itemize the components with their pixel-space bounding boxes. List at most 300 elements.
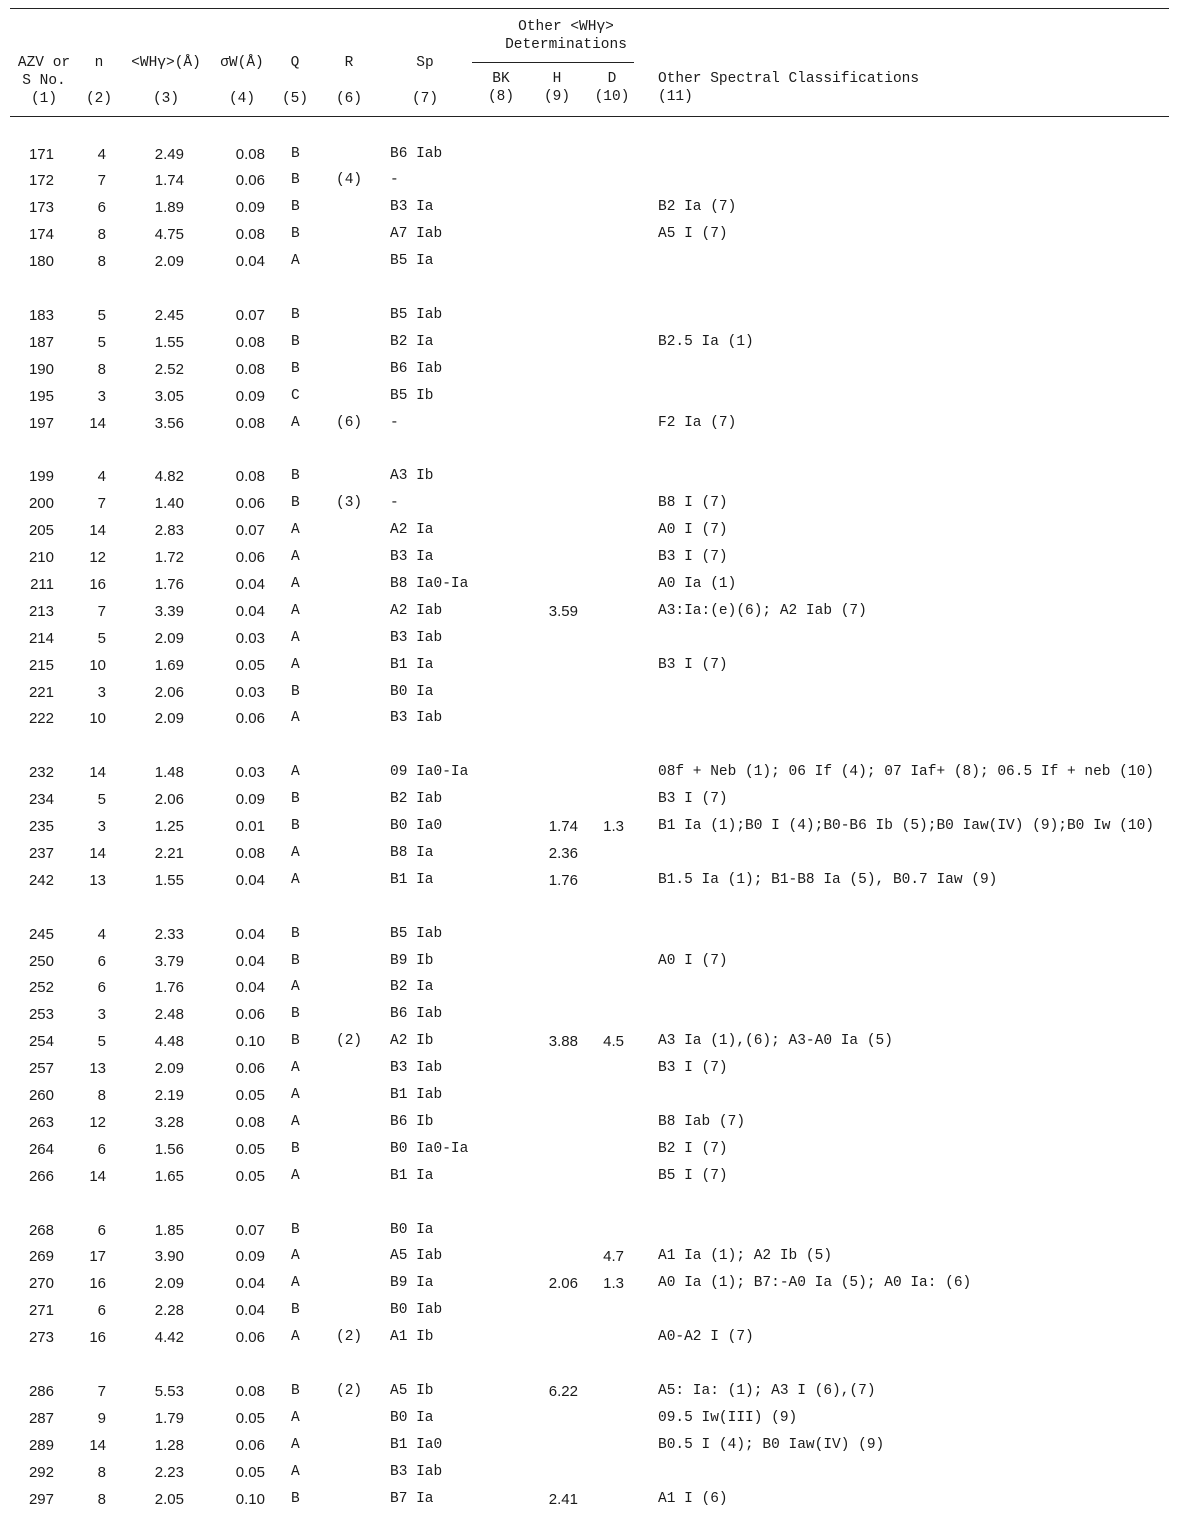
- cell-n: 6: [97, 199, 106, 217]
- cell-azv-number: 289: [28, 1436, 54, 1454]
- table-row: [0, 248, 1181, 275]
- header-bk: BK (8): [487, 71, 515, 105]
- cell-quality: A: [291, 1248, 300, 1265]
- cell-n: 5: [97, 306, 106, 324]
- cell-sigma-w: 0.08: [235, 1113, 265, 1131]
- cell-n: 6: [97, 979, 106, 997]
- cell-other-classifications: A1 I (6): [658, 1490, 728, 1507]
- cell-n: 4: [97, 145, 106, 163]
- cell-other-classifications: A0 Ia (1): [658, 575, 737, 592]
- cell-quality: A: [291, 629, 300, 646]
- cell-azv-number: 235: [28, 818, 54, 835]
- table-row: [0, 141, 1181, 168]
- table-row: [0, 1459, 1181, 1486]
- cell-sigma-w: 0.06: [235, 1436, 265, 1454]
- cell-n: 10: [89, 656, 106, 674]
- cell-n: 17: [89, 1248, 106, 1266]
- cell-mean-width: 2.09: [154, 629, 184, 647]
- cell-n: 6: [97, 1221, 106, 1239]
- cell-spectral-type: B3 Iab: [390, 629, 443, 646]
- cell-azv-number: 266: [28, 1167, 54, 1185]
- cell-spectral-type: -: [390, 495, 399, 512]
- cell-spectral-type: B2 Iab: [390, 791, 443, 808]
- cell-n: 16: [89, 1275, 106, 1293]
- cell-n: 7: [97, 1382, 106, 1400]
- cell-azv-number: 257: [28, 1060, 54, 1078]
- table-row: [0, 463, 1181, 490]
- cell-sigma-w: 0.08: [235, 360, 265, 378]
- cell-spectral-type: B0 Ia: [390, 683, 434, 700]
- table-row: [0, 1136, 1181, 1163]
- cell-spectral-type: B6 Iab: [390, 1006, 443, 1023]
- cell-quality: A: [291, 1275, 300, 1292]
- table-row: [0, 1243, 1181, 1270]
- cell-mean-width: 2.21: [154, 844, 184, 862]
- header-n: n (2): [85, 55, 113, 107]
- cell-mean-width: 2.09: [154, 710, 184, 728]
- cell-sigma-w: 0.05: [235, 656, 265, 674]
- cell-sigma-w: 0.08: [235, 414, 265, 432]
- cell-mean-width: 2.09: [154, 253, 184, 271]
- cell-azv-number: 174: [28, 226, 54, 244]
- cell-azv-number: 187: [28, 333, 54, 351]
- table-row: [0, 167, 1181, 194]
- cell-azv-number: 263: [28, 1113, 54, 1131]
- cell-sigma-w: 0.04: [235, 925, 265, 943]
- cell-azv-number: 215: [28, 656, 54, 674]
- cell-quality: B: [291, 791, 300, 808]
- cell-n: 8: [97, 1463, 106, 1481]
- cell-spectral-type: A2 Ib: [390, 1033, 434, 1050]
- cell-sigma-w: 0.04: [235, 979, 265, 997]
- cell-other-classifications: A0 I (7): [658, 952, 728, 969]
- cell-azv-number: 222: [28, 710, 54, 728]
- cell-mean-width: 1.72: [154, 549, 184, 566]
- cell-sigma-w: 0.06: [235, 1060, 265, 1078]
- cell-mean-width: 1.28: [154, 1436, 184, 1454]
- cell-spectral-type: B0 Iab: [390, 1302, 443, 1319]
- cell-sigma-w: 0.04: [235, 952, 265, 970]
- cell-n: 6: [97, 952, 106, 970]
- cell-n: 14: [89, 844, 106, 862]
- cell-other-classifications: A5 I (7): [658, 226, 728, 243]
- cell-quality: A: [291, 414, 300, 431]
- cell-mean-width: 2.28: [154, 1302, 184, 1320]
- cell-azv-number: 264: [28, 1140, 54, 1158]
- cell-sigma-w: 0.03: [235, 629, 265, 647]
- cell-spectral-type: B6 Iab: [390, 145, 443, 162]
- cell-azv-number: 269: [28, 1248, 54, 1266]
- cell-spectral-type: B8 Ia: [390, 844, 434, 861]
- cell-spectral-type: B0 Ia: [390, 1409, 434, 1426]
- cell-azv-number: 287: [28, 1409, 54, 1427]
- cell-azv-number: 250: [28, 952, 54, 970]
- cell-remark: (2): [336, 1033, 363, 1050]
- cell-azv-number: 268: [28, 1221, 54, 1239]
- cell-quality: B: [291, 952, 300, 969]
- cell-spectral-type: B1 Ia: [390, 871, 434, 888]
- cell-other-classifications: B1 Ia (1);B0 I (4);B0-B6 Ib (5);B0 Iaw(IV) (9);B0 Iw (10): [658, 818, 1154, 834]
- cell-spectral-type: -: [390, 414, 399, 431]
- cell-other-classifications: A5: Ia: (1); A3 I (6),(7): [658, 1382, 876, 1399]
- table-row: [0, 1378, 1181, 1405]
- cell-azv-number: 210: [28, 549, 54, 566]
- cell-remark: (2): [336, 1329, 363, 1346]
- table-row: [0, 840, 1181, 867]
- cell-quality: B: [291, 1302, 300, 1319]
- cell-quality: B: [291, 1221, 300, 1238]
- cell-azv-number: 180: [28, 253, 54, 271]
- cell-quality: B: [291, 1490, 300, 1507]
- header-sigma-w: σW(Å) (4): [220, 55, 264, 107]
- cell-sigma-w: 0.08: [235, 333, 265, 351]
- cell-sigma-w: 0.04: [235, 1302, 265, 1320]
- cell-n: 4: [97, 468, 106, 486]
- cell-mean-width: 1.55: [154, 871, 184, 889]
- cell-sigma-w: 0.09: [235, 791, 265, 809]
- cell-quality: B: [291, 1140, 300, 1157]
- cell-sigma-w: 0.08: [235, 468, 265, 486]
- cell-quality: B: [291, 306, 300, 323]
- cell-other-classifications: A3 Ia (1),(6); A3-A0 Ia (5): [658, 1033, 893, 1050]
- table-row: [0, 652, 1181, 679]
- cell-quality: B: [291, 925, 300, 942]
- cell-mean-width: 3.56: [154, 414, 184, 432]
- cell-other-classifications: B3 I (7): [658, 656, 728, 673]
- header-sp: Sp (7): [411, 55, 439, 107]
- cell-n: 3: [97, 683, 106, 701]
- cell-mean-width: 1.56: [154, 1140, 184, 1158]
- cell-other-classifications: 09.5 Iw(III) (9): [658, 1409, 798, 1426]
- cell-spectral-type: B9 Ib: [390, 952, 434, 969]
- cell-mean-width: 4.75: [154, 226, 184, 244]
- table-row: [0, 571, 1181, 598]
- header-r: R (6): [335, 55, 363, 107]
- table-row: [0, 625, 1181, 652]
- cell-other-classifications: A1 Ia (1); A2 Ib (5): [658, 1248, 833, 1265]
- cell-sigma-w: 0.01: [235, 818, 265, 835]
- cell-azv-number: 270: [28, 1275, 54, 1293]
- cell-n: 14: [89, 414, 106, 432]
- table-row: [0, 329, 1181, 356]
- cell-spectral-type: B3 Iab: [390, 1060, 443, 1077]
- table-row: [0, 598, 1181, 625]
- cell-spectral-type: A5 Iab: [390, 1248, 443, 1265]
- cell-spectral-type: B8 Ia0-Ia: [390, 575, 469, 592]
- table-row: [0, 1001, 1181, 1028]
- table-row: [0, 1163, 1181, 1190]
- cell-azv-number: 260: [28, 1087, 54, 1104]
- cell-quality: A: [291, 844, 300, 861]
- cell-sigma-w: 0.08: [235, 145, 265, 163]
- cell-quality: B: [291, 1382, 300, 1399]
- cell-mean-width: 1.76: [154, 575, 184, 593]
- header-h: H (9): [543, 71, 571, 105]
- table-row: [0, 1432, 1181, 1459]
- table-row: [0, 544, 1181, 571]
- cell-azv-number: 213: [28, 602, 54, 620]
- cell-sigma-w: 0.08: [235, 1382, 265, 1400]
- cell-spectral-type: B5 Ib: [390, 387, 434, 404]
- cell-other-classifications: B8 Iab (7): [658, 1113, 746, 1130]
- cell-quality: A: [291, 656, 300, 673]
- cell-spectral-type: B1 Ia0: [390, 1436, 443, 1453]
- cell-other-classifications: F2 Ia (7): [658, 414, 737, 431]
- cell-quality: A: [291, 1436, 300, 1453]
- cell-other-classifications: B8 I (7): [658, 495, 728, 512]
- cell-mean-width: 1.48: [154, 764, 184, 782]
- cell-sigma-w: 0.04: [235, 575, 265, 593]
- cell-sigma-w: 0.04: [235, 871, 265, 889]
- cell-n: 16: [89, 1329, 106, 1347]
- cell-azv-number: 171: [28, 145, 54, 163]
- table-row: [0, 490, 1181, 517]
- cell-mean-width: 2.05: [154, 1490, 184, 1508]
- cell-quality: A: [291, 979, 300, 996]
- cell-mean-width: 2.48: [154, 1006, 184, 1024]
- cell-d-width: 1.3: [603, 818, 624, 835]
- cell-quality: A: [291, 764, 300, 781]
- table-row: [0, 948, 1181, 975]
- cell-n: 4: [97, 925, 106, 943]
- cell-n: 10: [89, 710, 106, 728]
- cell-mean-width: 1.74: [154, 172, 184, 190]
- cell-azv-number: 286: [28, 1382, 54, 1400]
- table-row: [0, 356, 1181, 383]
- cell-spectral-type: B1 Iab: [390, 1087, 443, 1103]
- cell-spectral-type: B3 Ia: [390, 549, 434, 565]
- cell-spectral-type: B5 Iab: [390, 925, 443, 942]
- cell-mean-width: 4.42: [154, 1329, 184, 1347]
- cell-spectral-type: A2 Ia: [390, 522, 434, 539]
- cell-quality: A: [291, 253, 300, 270]
- table-row: [0, 786, 1181, 813]
- cell-sigma-w: 0.04: [235, 253, 265, 271]
- cell-spectral-type: A1 Ib: [390, 1329, 434, 1346]
- cell-quality: B: [291, 818, 300, 834]
- header-d: D (10): [594, 71, 630, 105]
- cell-azv-number: 297: [28, 1490, 54, 1508]
- cell-n: 3: [97, 1006, 106, 1024]
- cell-quality: A: [291, 1060, 300, 1077]
- table-row: [0, 1405, 1181, 1432]
- cell-remark: (6): [336, 414, 363, 431]
- cell-mean-width: 2.06: [154, 683, 184, 701]
- table-row: [0, 974, 1181, 1001]
- cell-quality: C: [291, 387, 300, 404]
- cell-quality: A: [291, 1167, 300, 1184]
- cell-mean-width: 2.33: [154, 925, 184, 943]
- header-other-determinations: Other <WHγ> Determinations: [505, 19, 627, 53]
- cell-sigma-w: 0.09: [235, 1248, 265, 1266]
- table-row: [0, 1270, 1181, 1297]
- cell-azv-number: 271: [28, 1302, 54, 1320]
- cell-sigma-w: 0.06: [235, 549, 265, 566]
- cell-other-classifications: B3 I (7): [658, 791, 728, 808]
- cell-quality: A: [291, 871, 300, 888]
- cell-azv-number: 200: [28, 495, 54, 513]
- cell-azv-number: 172: [28, 172, 54, 190]
- cell-spectral-type: B3 Iab: [390, 1463, 443, 1480]
- cell-other-classifications: A0 Ia (1); B7:-A0 Ia (5); A0 Ia: (6): [658, 1275, 972, 1292]
- cell-other-classifications: 08f + Neb (1); 06 If (4); 07 Iaf+ (8); 06.5 If + neb (10): [658, 764, 1154, 781]
- cell-sigma-w: 0.06: [235, 172, 265, 190]
- cell-mean-width: 2.83: [154, 522, 184, 540]
- cell-other-classifications: B2 I (7): [658, 1140, 728, 1157]
- cell-quality: B: [291, 468, 300, 485]
- cell-n: 14: [89, 1436, 106, 1454]
- cell-sigma-w: 0.06: [235, 1006, 265, 1024]
- table-row: [0, 517, 1181, 544]
- cell-azv-number: 245: [28, 925, 54, 943]
- cell-quality: A: [291, 522, 300, 539]
- header-azv-number: AZV or S No. (1): [17, 55, 71, 107]
- cell-sigma-w: 0.05: [235, 1167, 265, 1185]
- cell-azv-number: 190: [28, 360, 54, 378]
- cell-spectral-type: B1 Ia: [390, 1167, 434, 1184]
- cell-sigma-w: 0.09: [235, 387, 265, 405]
- cell-other-classifications: B3 I (7): [658, 1060, 728, 1077]
- cell-azv-number: 232: [28, 764, 54, 782]
- table-row: [0, 1055, 1181, 1082]
- cell-spectral-type: B1 Ia: [390, 656, 434, 673]
- cell-sigma-w: 0.07: [235, 522, 265, 540]
- cell-quality: A: [291, 1087, 300, 1103]
- cell-azv-number: 183: [28, 306, 54, 324]
- cell-spectral-type: B3 Ia: [390, 199, 434, 216]
- table-row: [0, 1486, 1181, 1513]
- cell-spectral-type: B0 Ia0: [390, 818, 443, 834]
- cell-n: 8: [97, 1087, 106, 1104]
- cell-mean-width: 1.40: [154, 495, 184, 513]
- cell-sigma-w: 0.06: [235, 1329, 265, 1347]
- cell-mean-width: 2.09: [154, 1275, 184, 1293]
- cell-mean-width: 1.65: [154, 1167, 184, 1185]
- cell-n: 12: [89, 1113, 106, 1131]
- table-row: [0, 867, 1181, 894]
- cell-quality: B: [291, 683, 300, 700]
- cell-sigma-w: 0.06: [235, 710, 265, 728]
- cell-spectral-type: B6 Iab: [390, 360, 443, 377]
- cell-quality: B: [291, 360, 300, 377]
- cell-spectral-type: B6 Ib: [390, 1113, 434, 1130]
- cell-n: 9: [97, 1409, 106, 1427]
- cell-mean-width: 4.82: [154, 468, 184, 486]
- cell-quality: B: [291, 226, 300, 243]
- cell-mean-width: 1.25: [154, 818, 184, 835]
- cell-sigma-w: 0.06: [235, 495, 265, 513]
- cell-azv-number: 199: [28, 468, 54, 486]
- cell-n: 14: [89, 764, 106, 782]
- cell-sigma-w: 0.08: [235, 844, 265, 862]
- cell-mean-width: 1.85: [154, 1221, 184, 1239]
- cell-azv-number: 205: [28, 522, 54, 540]
- cell-azv-number: 211: [30, 575, 54, 593]
- cell-n: 5: [97, 791, 106, 809]
- table-row: [0, 1324, 1181, 1351]
- cell-spectral-type: A5 Ib: [390, 1382, 434, 1399]
- cell-mean-width: 3.28: [154, 1113, 184, 1131]
- cell-other-classifications: B0.5 I (4); B0 Iaw(IV) (9): [658, 1436, 885, 1453]
- cell-remark: (3): [336, 495, 363, 512]
- cell-sigma-w: 0.10: [235, 1033, 265, 1051]
- cell-quality: B: [291, 172, 300, 189]
- cell-n: 5: [97, 333, 106, 351]
- cell-mean-width: 4.48: [154, 1033, 184, 1051]
- cell-mean-width: 3.79: [154, 952, 184, 970]
- cell-quality: B: [291, 145, 300, 162]
- cell-n: 6: [97, 1302, 106, 1320]
- cell-spectral-type: B0 Ia0-Ia: [390, 1140, 469, 1157]
- cell-spectral-type: B0 Ia: [390, 1221, 434, 1238]
- cell-mean-width: 2.49: [154, 145, 184, 163]
- cell-sigma-w: 0.07: [235, 306, 265, 324]
- cell-mean-width: 2.09: [154, 1060, 184, 1078]
- cell-n: 8: [97, 360, 106, 378]
- header-other-classifications: Other Spectral Classifications (11): [658, 71, 920, 105]
- header-mean-width: <WHγ>(Å) (3): [131, 55, 201, 107]
- cell-sigma-w: 0.09: [235, 199, 265, 217]
- cell-remark: (2): [336, 1382, 363, 1399]
- cell-azv-number: 197: [28, 414, 54, 432]
- cell-azv-number: 253: [28, 1006, 54, 1024]
- cell-mean-width: 1.55: [154, 333, 184, 351]
- cell-sigma-w: 0.05: [235, 1140, 265, 1158]
- table-row: [0, 1082, 1181, 1109]
- cell-azv-number: 173: [28, 199, 54, 217]
- cell-sigma-w: 0.10: [235, 1490, 265, 1508]
- cell-remark: (4): [336, 172, 363, 189]
- cell-sigma-w: 0.04: [235, 1275, 265, 1293]
- cell-mean-width: 2.45: [154, 306, 184, 324]
- table-row: [0, 679, 1181, 706]
- cell-spectral-type: A7 Iab: [390, 226, 443, 243]
- table-row: [0, 1109, 1181, 1136]
- cell-n: 12: [89, 549, 106, 566]
- cell-other-classifications: B5 I (7): [658, 1167, 728, 1184]
- table-row: [0, 1217, 1181, 1244]
- cell-spectral-type: B5 Iab: [390, 306, 443, 323]
- cell-mean-width: 1.89: [154, 199, 184, 217]
- cell-quality: B: [291, 199, 300, 216]
- table-row: [0, 410, 1181, 437]
- cell-n: 7: [97, 495, 106, 513]
- cell-other-classifications: A0-A2 I (7): [658, 1329, 754, 1346]
- cell-azv-number: 254: [28, 1033, 54, 1051]
- cell-spectral-type: B5 Ia: [390, 253, 434, 270]
- cell-mean-width: 2.06: [154, 791, 184, 809]
- cell-sigma-w: 0.08: [235, 226, 265, 244]
- cell-spectral-type: -: [390, 172, 399, 189]
- cell-h-width: 6.22: [548, 1382, 578, 1400]
- cell-sigma-w: 0.07: [235, 1221, 265, 1239]
- cell-d-width: 1.3: [603, 1275, 624, 1293]
- cell-spectral-type: A2 Iab: [390, 602, 443, 619]
- cell-mean-width: 3.39: [154, 602, 184, 620]
- cell-mean-width: 1.79: [154, 1409, 184, 1427]
- cell-n: 5: [97, 1033, 106, 1051]
- table-row: [0, 302, 1181, 329]
- cell-mean-width: 1.76: [154, 979, 184, 997]
- cell-spectral-type: B7 Ia: [390, 1490, 434, 1507]
- cell-mean-width: 3.05: [154, 387, 184, 405]
- cell-mean-width: 2.23: [154, 1463, 184, 1481]
- cell-quality: B: [291, 1006, 300, 1023]
- cell-quality: B: [291, 333, 300, 350]
- cell-spectral-type: 09 Ia0-Ia: [390, 764, 469, 781]
- table-row: [0, 1297, 1181, 1324]
- table-row: [0, 194, 1181, 221]
